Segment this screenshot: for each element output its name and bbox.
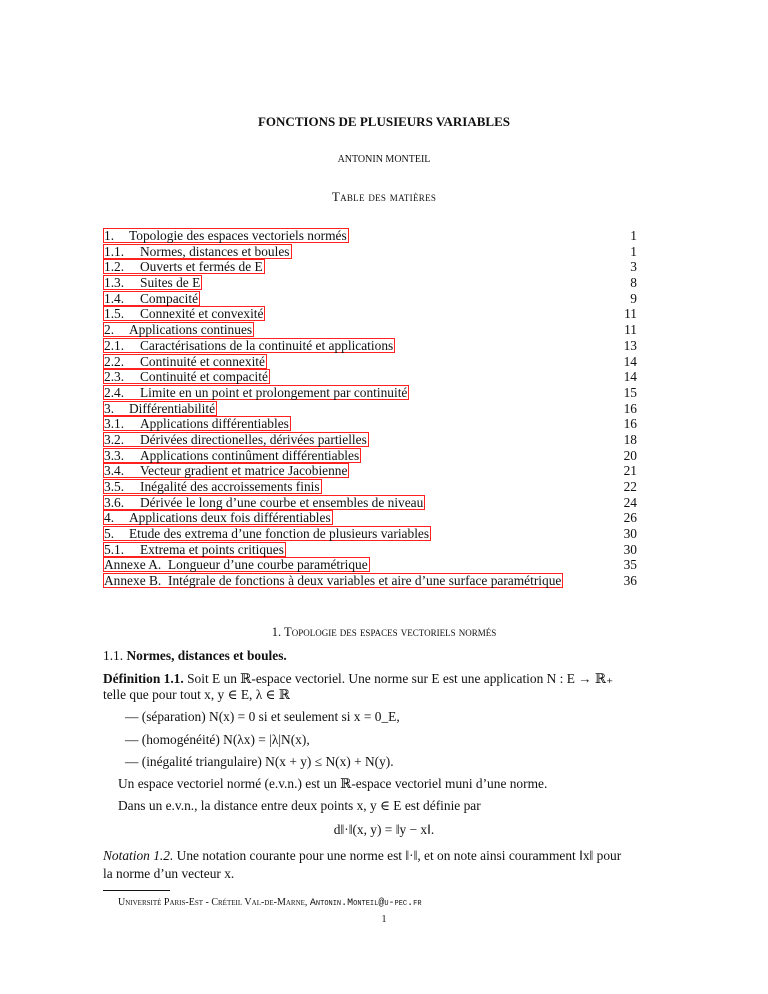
toc-entry-page: 26 [623,510,637,526]
toc-entry-number: 2.4. [104,384,125,400]
toc-link[interactable] [103,291,200,306]
bullet-triangle-inequality: — (inégalité triangulaire) N(x + y) ≤ N(x) + N(y). [125,754,394,769]
toc-entry [103,275,637,291]
toc-entry-number: 5. [104,526,115,542]
toc-entry-number: 1.2. [104,259,125,275]
toc-entry-number: 2.3. [104,369,125,385]
toc-entry-label: Applications deux fois différentiables [129,510,331,526]
definition-text: Soit E un ℝ-espace vectoriel. Une norme sur E est une application N : E → ℝ₊ [187,671,614,686]
toc-entry [103,259,637,275]
toc-entry-page: 16 [623,416,637,432]
toc-entry-page: 1 [630,228,637,243]
toc-link[interactable] [103,369,270,384]
notation-line-2: la norme d’un vecteur x. [103,866,235,881]
toc-entry-label: Continuité et compacité [140,369,268,385]
toc-entry-page: 22 [623,479,637,494]
toc-entry-page: 30 [623,526,637,542]
toc-entry-label: Vecteur gradient et matrice Jacobienne [140,463,348,479]
toc-link[interactable] [103,526,431,541]
toc-entry-page: 13 [623,337,637,353]
toc-entry-number: 2. [104,322,115,338]
toc-entry-number: 1.3. [104,275,125,291]
toc-entry-page: 9 [630,290,637,306]
toc-entry [103,369,637,385]
toc-entry-page: 20 [623,447,637,463]
toc-entry-page: 1 [630,243,637,259]
toc-entry-page: 21 [623,463,637,479]
toc-entry-label: Topologie des espaces vectoriels normés [129,228,347,243]
toc-entry-number: 2.1. [104,337,125,353]
toc-link[interactable] [103,401,217,416]
toc-entry [103,557,637,573]
toc-link[interactable] [103,244,292,259]
toc-entry-label: Caractérisations de la continuité et applications [140,337,394,353]
toc-entry-label: Compacité [140,290,199,306]
toc-entry-number: 3.3. [104,447,125,463]
toc-link[interactable] [103,510,333,525]
paragraph-evn: Un espace vectoriel normé (e.v.n.) est un ℝ-espace vectoriel muni d’une norme. [118,776,548,791]
paragraph-distance: Dans un e.v.n., la distance entre deux points x, y ∈ E est définie par [118,798,481,813]
definition-line-2: telle que pour tout x, y ∈ E, λ ∈ ℝ [103,687,290,702]
toc-entry-number: 3.6. [104,494,125,510]
toc-entry [103,526,637,542]
toc-entry-label: Inégalité des accroissements finis [140,479,320,494]
notation-text: Une notation courante pour une norme est ‖·‖, et on note ainsi couramment ‖x‖ pour [176,848,622,863]
toc-entry-label: Différentiabilité [129,400,216,416]
toc-entry-number: 1.5. [104,306,125,322]
toc-link[interactable] [103,338,395,353]
toc-link[interactable] [103,416,291,431]
footnote-affiliation [118,897,422,909]
toc-entry-page: 35 [623,557,637,573]
document-title: FONCTIONS DE PLUSIEURS VARIABLES [257,114,510,129]
toc-entry-page: 16 [623,400,637,416]
toc-link[interactable] [103,259,265,274]
toc-entry [103,432,637,448]
notation-label: Notation 1.2. [103,848,174,863]
toc-entry-label: Intégrale de fonctions à deux variables et aire d’une surface paramétrique [168,573,562,589]
toc-entry-page: 3 [630,259,637,275]
toc-entry-number: Annexe A. [104,557,162,573]
toc-entry-label: Extrema et points critiques [140,541,284,557]
toc-link[interactable] [103,573,563,588]
toc-entry-label: Applications différentiables [140,416,289,432]
toc-entry-number: 5.1. [104,541,125,557]
toc-link[interactable] [103,228,349,243]
toc-entry [103,542,637,558]
toc-entry-label: Applications continues [129,322,253,338]
toc-entry-number: 1.4. [104,290,125,306]
bullet-separation: — (séparation) N(x) = 0 si et seulement si x = 0_E, [125,709,400,724]
toc-entry-number: 1.1. [104,243,125,259]
toc-entry-label: Applications continûment différentiables [140,447,360,463]
author: ANTONIN MONTEIL [337,154,431,165]
definition-line-1 [103,671,613,687]
toc-entry-page: 30 [623,541,637,557]
definition-label: Définition 1.1. [103,671,184,686]
toc-heading: Table des matières [331,189,437,204]
toc-entry-number: Annexe B. [104,573,162,589]
toc-entry-page: 8 [630,275,637,291]
toc-entry-label: Longueur d’une courbe paramétrique [168,557,368,573]
toc-entry [103,479,637,495]
bullet-homogeneity: — (homogénéité) N(λx) = |λ|N(x), [125,732,310,747]
toc-entry-label: Continuité et connexité [140,353,265,369]
toc-entry-page: 11 [624,322,637,338]
toc-entry [103,495,637,511]
footnote-rule [103,890,170,891]
toc-entry-label: Etude des extrema d’une fonction de plusieurs variables [129,526,430,542]
toc-entry [103,228,637,244]
toc-link[interactable] [103,557,370,572]
toc-entry-page: 18 [623,431,637,447]
toc-entry-page: 14 [623,353,637,369]
toc-link[interactable] [103,385,409,400]
toc-entry [103,573,637,589]
page-number: 1 [381,914,387,925]
toc-entry [103,463,637,479]
toc-entry-number: 4. [104,510,115,526]
toc-entry [103,291,637,307]
toc-entry [103,416,637,432]
toc-entry-label: Ouverts et fermés de E [140,259,263,275]
toc-entry-label: Dérivée le long d’une courbe et ensembles de niveau [140,494,424,510]
toc-entry-number: 3.4. [104,463,125,479]
toc-entry-page: 11 [624,306,637,322]
subsection-number: 1.1. [103,648,124,663]
toc-entry [103,338,637,354]
toc-link[interactable] [103,542,286,557]
toc-link[interactable] [103,275,202,290]
toc-link[interactable] [103,479,322,494]
section-heading: 1. Topologie des espaces vectoriels normés [271,625,497,639]
toc-entry-number: 3.5. [104,479,125,494]
toc-link[interactable] [103,495,425,510]
toc-entry-number: 1. [104,228,115,243]
toc-entry-page: 15 [623,384,637,400]
toc-entry-number: 2.2. [104,353,125,369]
distance-equation: d‖·‖(x, y) = ‖y − x‖. [333,822,435,837]
table-of-contents [103,228,637,589]
toc-entry-label: Limite en un point et prolongement par continuité [140,384,408,400]
toc-entry-page: 24 [623,494,637,510]
toc-entry [103,448,637,464]
toc-link[interactable] [103,448,361,463]
toc-entry-page: 36 [623,573,637,589]
toc-link[interactable] [103,463,349,478]
email-link[interactable]: Antonin.Monteil@u-pec.fr [309,898,422,909]
notation-line-1 [103,848,621,864]
toc-entry [103,385,637,401]
subsection-heading [103,648,287,664]
toc-entry [103,244,637,260]
toc-link[interactable] [103,322,254,337]
toc-entry [103,306,637,322]
toc-entry-label: Dérivées directionelles, dérivées partielles [140,431,367,447]
toc-entry [103,354,637,370]
toc-link[interactable] [103,306,265,321]
toc-entry-label: Suites de E [140,275,201,291]
toc-entry [103,401,637,417]
toc-entry-label: Connexité et convexité [140,306,264,322]
affiliation: Université Paris-Est - Créteil Val-de-Marne, [118,897,308,908]
toc-entry-number: 3. [104,400,115,416]
toc-link[interactable] [103,354,267,369]
subsection-title: Normes, distances et boules. [126,648,287,663]
toc-entry [103,322,637,338]
toc-entry-number: 3.1. [104,416,125,432]
toc-entry [103,510,637,526]
toc-link[interactable] [103,432,369,447]
toc-entry-label: Normes, distances et boules [140,243,290,259]
toc-entry-page: 14 [623,369,637,385]
toc-entry-number: 3.2. [104,431,125,447]
